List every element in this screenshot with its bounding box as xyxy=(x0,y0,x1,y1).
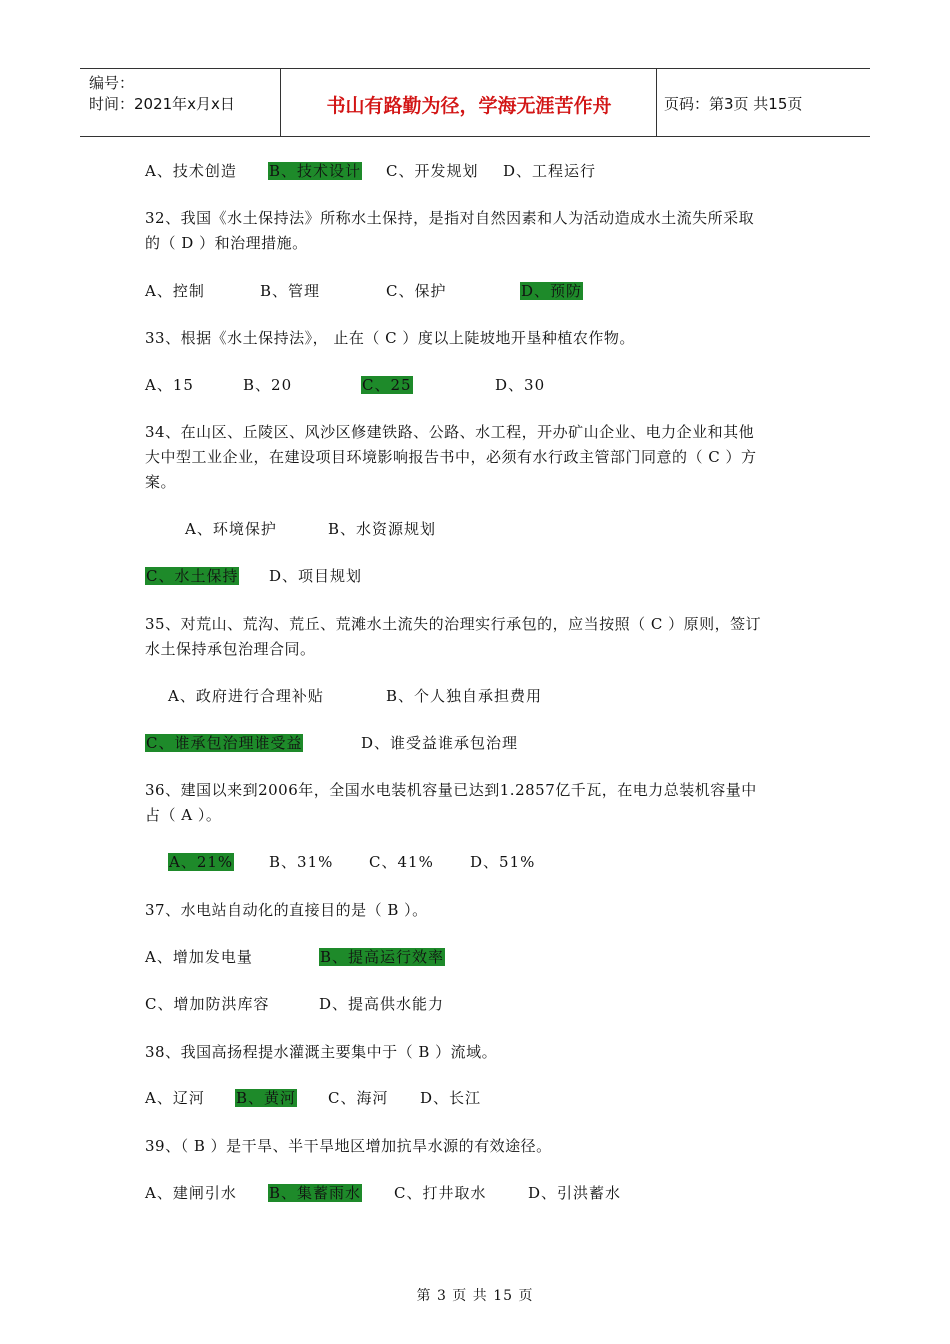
header-page-number: 页码：第3页 共15页 xyxy=(664,95,803,113)
answer-highlight: B、黄河 xyxy=(236,1089,297,1107)
question-34-text-cont: 大中型工业企业，在建设项目环境影响报告书中，必须有水行政主管部门同意的（ C ）方 xyxy=(145,448,757,466)
answer-highlight: D、预防 xyxy=(521,282,583,300)
option-b: B、管理 xyxy=(260,282,321,300)
option-d: D、项目规划 xyxy=(269,567,363,585)
option-d: D、工程运行 xyxy=(503,162,597,180)
document-number-label: 编号： xyxy=(89,74,135,92)
option-c: C、41% xyxy=(369,853,434,871)
document-date: 时间：2021年x月x日 xyxy=(89,95,235,113)
header-motto: 书山有路勤为径，学海无涯苦作舟 xyxy=(326,95,612,117)
option-a: A、建闸引水 xyxy=(145,1184,237,1202)
option-a xyxy=(168,851,234,873)
option-c: C、保护 xyxy=(386,282,447,300)
option-c: C、海河 xyxy=(328,1089,389,1107)
option-c: C、打井取水 xyxy=(394,1184,487,1202)
option-b xyxy=(268,160,362,182)
option-a: A、技术创造 xyxy=(145,162,237,180)
answer-highlight: B、提高运行效率 xyxy=(320,948,445,966)
page-header xyxy=(80,68,870,137)
question-33-text: 33、根据《水土保持法》， 止在（ C ）度以上陡坡地开垦种植农作物。 xyxy=(145,329,635,347)
option-d: D、谁受益谁承包治理 xyxy=(361,734,519,752)
option-b: B、20 xyxy=(243,376,293,394)
question-38-text: 38、我国高扬程提水灌溉主要集中于（ B ）流域。 xyxy=(145,1043,498,1061)
question-32-text: 32、我国《水土保持法》所称水土保持，是指对自然因素和人为活动造成水土流失所采取 xyxy=(145,209,755,227)
option-b: B、水资源规划 xyxy=(328,520,437,538)
question-36-text: 36、建国以来到2006年，全国水电装机容量已达到1.2857亿千瓦，在电力总装机容量中 xyxy=(145,781,757,799)
option-a: A、辽河 xyxy=(145,1089,205,1107)
option-d: D、30 xyxy=(495,376,546,394)
answer-highlight: C、谁承包治理谁受益 xyxy=(146,734,303,752)
option-c xyxy=(145,565,239,587)
option-a: A、增加发电量 xyxy=(145,948,253,966)
answer-highlight: B、技术设计 xyxy=(269,162,362,180)
page-footer: 第 3 页 共 15 页 xyxy=(416,1288,534,1304)
question-36-text-cont: 占（ A ）。 xyxy=(145,806,222,824)
answer-highlight: A、21% xyxy=(169,853,234,871)
option-b xyxy=(319,946,445,968)
option-b: B、31% xyxy=(269,853,334,871)
option-c: C、开发规划 xyxy=(386,162,479,180)
option-c: C、增加防洪库容 xyxy=(145,995,270,1013)
question-34-text: 34、在山区、丘陵区、风沙区修建铁路、公路、水工程，开办矿山企业、电力企业和其他 xyxy=(145,423,755,441)
option-c xyxy=(145,732,303,754)
question-39-text: 39、（ B ）是干旱、半干旱地区增加抗旱水源的有效途径。 xyxy=(145,1137,552,1155)
option-d: D、51% xyxy=(470,853,536,871)
header-meta xyxy=(89,73,235,115)
option-a: A、控制 xyxy=(145,282,205,300)
option-d: D、长江 xyxy=(420,1089,482,1107)
header-divider xyxy=(656,69,657,136)
question-32-text-cont: 的（ D ）和治理措施。 xyxy=(145,234,308,252)
option-a: A、政府进行合理补贴 xyxy=(168,687,324,705)
option-d: D、提高供水能力 xyxy=(319,995,445,1013)
option-b xyxy=(235,1087,297,1109)
answer-highlight: C、水土保持 xyxy=(146,567,239,585)
option-a: A、环境保护 xyxy=(185,520,277,538)
option-d xyxy=(520,280,583,302)
option-a: A、15 xyxy=(145,376,194,394)
option-b: B、个人独自承担费用 xyxy=(386,687,543,705)
answer-highlight: C、25 xyxy=(362,376,412,394)
question-37-text: 37、水电站自动化的直接目的是（ B ）。 xyxy=(145,901,428,919)
option-d: D、引洪蓄水 xyxy=(528,1184,622,1202)
question-35-text: 35、对荒山、荒沟、荒丘、荒滩水土流失的治理实行承包的，应当按照（ C ）原则，签订 xyxy=(145,615,762,633)
option-b xyxy=(268,1182,362,1204)
header-divider xyxy=(280,69,281,136)
question-34-text-cont: 案。 xyxy=(145,473,177,491)
option-c xyxy=(361,374,413,396)
question-35-text-cont: 水土保持承包治理合同。 xyxy=(145,640,316,658)
answer-highlight: B、集蓄雨水 xyxy=(269,1184,362,1202)
